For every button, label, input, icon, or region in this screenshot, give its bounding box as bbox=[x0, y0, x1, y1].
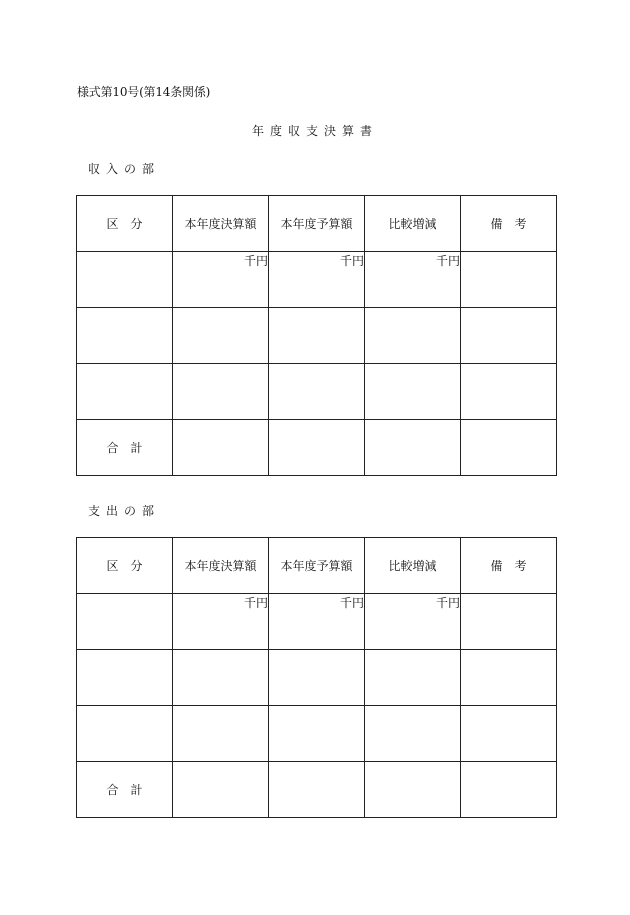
budget-amount-cell[interactable] bbox=[269, 364, 365, 420]
income-section-label: 収入の部 bbox=[88, 162, 161, 176]
actual-amount-cell[interactable] bbox=[173, 594, 269, 650]
difference-cell[interactable] bbox=[365, 364, 461, 420]
category-cell[interactable] bbox=[77, 650, 173, 706]
difference-cell[interactable] bbox=[365, 308, 461, 364]
budget-amount-cell[interactable] bbox=[269, 252, 365, 308]
budget-amount-cell[interactable] bbox=[269, 594, 365, 650]
expense-section-label: 支出の部 bbox=[88, 504, 161, 518]
income-table bbox=[76, 195, 557, 476]
form-number: 様式第10号(第14条関係) bbox=[77, 85, 211, 99]
header-remarks: 備考 bbox=[461, 538, 557, 594]
remarks-cell[interactable] bbox=[461, 308, 557, 364]
remarks-cell[interactable] bbox=[461, 364, 557, 420]
difference-cell[interactable] bbox=[365, 594, 461, 650]
remarks-cell[interactable] bbox=[461, 594, 557, 650]
budget-amount-cell[interactable] bbox=[269, 308, 365, 364]
unit-label: 千円 bbox=[243, 254, 268, 268]
expense-header-row bbox=[77, 538, 557, 594]
actual-amount-total-cell[interactable] bbox=[173, 762, 269, 818]
income-row-1 bbox=[77, 252, 557, 308]
actual-amount-cell[interactable] bbox=[173, 308, 269, 364]
unit-label: 千円 bbox=[339, 596, 364, 610]
expense-row-2 bbox=[77, 650, 557, 706]
header-actual-amount: 本年度決算額 bbox=[173, 196, 269, 252]
actual-amount-total-cell[interactable] bbox=[173, 420, 269, 476]
category-cell[interactable] bbox=[77, 706, 173, 762]
remarks-total-cell[interactable] bbox=[461, 762, 557, 818]
category-cell[interactable] bbox=[77, 308, 173, 364]
actual-amount-cell[interactable] bbox=[173, 252, 269, 308]
header-difference: 比較増減 bbox=[365, 538, 461, 594]
income-row-3 bbox=[77, 364, 557, 420]
expense-table bbox=[76, 537, 557, 818]
budget-amount-cell[interactable] bbox=[269, 706, 365, 762]
total-label: 合計 bbox=[77, 420, 173, 476]
header-category: 区分 bbox=[77, 196, 173, 252]
expense-row-3 bbox=[77, 706, 557, 762]
remarks-cell[interactable] bbox=[461, 706, 557, 762]
remarks-cell[interactable] bbox=[461, 650, 557, 706]
remarks-total-cell[interactable] bbox=[461, 420, 557, 476]
budget-amount-total-cell[interactable] bbox=[269, 420, 365, 476]
remarks-cell[interactable] bbox=[461, 252, 557, 308]
actual-amount-cell[interactable] bbox=[173, 364, 269, 420]
unit-label: 千円 bbox=[435, 254, 460, 268]
income-row-2 bbox=[77, 308, 557, 364]
category-cell[interactable] bbox=[77, 594, 173, 650]
difference-total-cell[interactable] bbox=[365, 420, 461, 476]
category-cell[interactable] bbox=[77, 364, 173, 420]
header-difference: 比較増減 bbox=[365, 196, 461, 252]
income-total-row bbox=[77, 420, 557, 476]
budget-amount-total-cell[interactable] bbox=[269, 762, 365, 818]
difference-cell[interactable] bbox=[365, 252, 461, 308]
header-remarks: 備考 bbox=[461, 196, 557, 252]
unit-label: 千円 bbox=[339, 254, 364, 268]
header-actual-amount: 本年度決算額 bbox=[173, 538, 269, 594]
total-label: 合計 bbox=[77, 762, 173, 818]
expense-row-1 bbox=[77, 594, 557, 650]
actual-amount-cell[interactable] bbox=[173, 706, 269, 762]
expense-total-row bbox=[77, 762, 557, 818]
difference-cell[interactable] bbox=[365, 706, 461, 762]
actual-amount-cell[interactable] bbox=[173, 650, 269, 706]
document-title: 年度収支決算書 bbox=[251, 124, 378, 138]
header-budget-amount: 本年度予算額 bbox=[269, 538, 365, 594]
budget-amount-cell[interactable] bbox=[269, 650, 365, 706]
header-budget-amount: 本年度予算額 bbox=[269, 196, 365, 252]
income-header-row bbox=[77, 196, 557, 252]
header-category: 区分 bbox=[77, 538, 173, 594]
difference-cell[interactable] bbox=[365, 650, 461, 706]
unit-label: 千円 bbox=[435, 596, 460, 610]
unit-label: 千円 bbox=[243, 596, 268, 610]
difference-total-cell[interactable] bbox=[365, 762, 461, 818]
category-cell[interactable] bbox=[77, 252, 173, 308]
